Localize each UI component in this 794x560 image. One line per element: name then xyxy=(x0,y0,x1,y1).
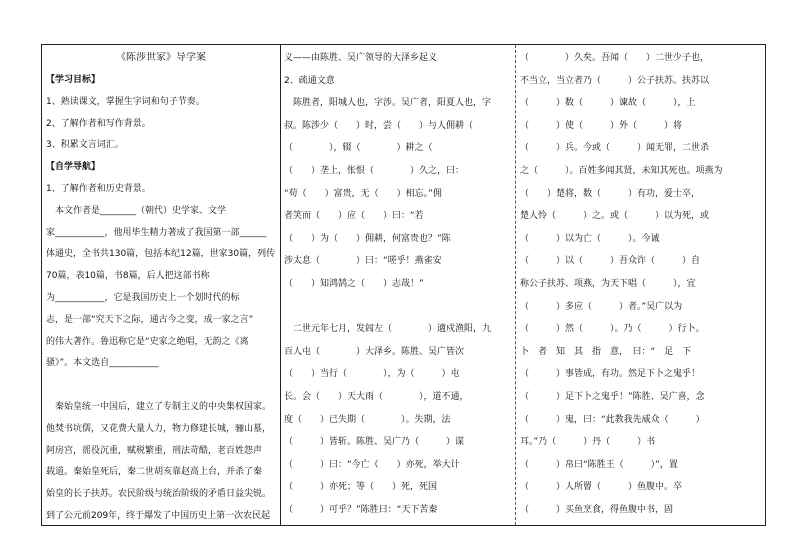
page-title: 《陈涉世家》导学案 xyxy=(116,52,206,63)
col2-text-line: 长。会（ ）天大雨（ ），道不通， xyxy=(284,392,469,402)
col3-text-line: （ ）足下卜之鬼乎！”陈胜、吴广喜，念 xyxy=(520,392,705,402)
col2-text-line: （ ）为（ ）佣耕，何富贵也？”陈 xyxy=(284,233,451,244)
worksheet-page xyxy=(41,44,766,526)
col3-text-line: （ ）数（ ）谏故（ ），上 xyxy=(520,98,696,109)
col3-text-line: （ ）兵。今或（ ）闻无罪，二世杀 xyxy=(520,143,710,154)
col2-text-line: 涉太息（ ）曰：“嗟乎！燕雀安 xyxy=(284,256,442,267)
col3-text-line: （ ）以（ ）吾众诈（ ）自 xyxy=(520,256,701,267)
column-right xyxy=(516,45,765,525)
column-middle xyxy=(280,45,516,525)
col3-text-line: （ ）人所罾（ ）鱼腹中。卒 xyxy=(520,482,683,493)
col1-text-line: 3、积累文言词汇。 xyxy=(46,140,124,151)
col3-text-line: 之（ ）。百姓多闻其贤，未知其死也。项燕为 xyxy=(520,166,723,176)
col3-text-line: 不当立，当立者乃（ ）公子扶苏。扶苏以 xyxy=(520,75,710,86)
col1-text-line: 1、熟读课文，掌握生字词和句子节奏。 xyxy=(46,96,205,107)
col3-text-line: （ ）久矣。吾闻（ ）二世少子也， xyxy=(520,53,710,63)
col1-text-line: 骚》”。本文选自___________ xyxy=(46,358,159,369)
col1-text-line: 1、了解作者和历史背景。 xyxy=(46,184,151,194)
col3-text-line: （ ）买鱼烹食，得鱼腹中书，固 xyxy=(520,505,674,515)
col2-text-line: 义——由陈胜、吴广领导的大泽乡起义 xyxy=(284,53,438,63)
col3-text-line: （ ）以为亡（ ）。今诚 xyxy=(520,233,660,244)
col3-text-line: （ ）楚将，数（ ）有功，爱士卒， xyxy=(520,188,701,199)
col2-text-line: （ ）亦死；等（ ）死，死国 xyxy=(284,482,438,493)
col2-text-line: （ ）垄上，怅恨（ ）久之，曰： xyxy=(284,166,465,176)
col2-text-line: （ ）当行（ ），为（ ）屯 xyxy=(284,369,460,380)
col2-text-line: “苟（ ）富贵，无（ ）相忘。”佣 xyxy=(284,188,442,199)
col1-text-line: 载道。秦始皇死后，秦二世胡亥靠赵高上台，并杀了秦 xyxy=(46,467,263,478)
col2-text-line: 者笑而（ ）应（ ）曰：“若 xyxy=(284,211,424,222)
col2-text-line: （ ）可乎？”陈胜曰：“天下苦秦 xyxy=(284,505,438,515)
col1-text-line: 阿房宫，徭役沉重，赋税繁重，刑法苛酷，老百姓怨声 xyxy=(46,445,263,456)
col2-text-line: 百人屯（ ）大泽乡。陈胜、吴广皆次 xyxy=(284,346,465,357)
col2-text-line xyxy=(284,301,511,313)
col1-text-line: 志，是一部“究天下之际，通古今之变，成一家之言” xyxy=(46,314,254,325)
col2-text-line: 2、疏通文意 xyxy=(284,75,335,86)
col1-text-line: 【学习目标】 xyxy=(46,75,101,85)
col1-text-line: 本文作者是________（朝代）史学家、文学 xyxy=(46,205,227,216)
col2-text-line: （ ），辍（ ）耕之（ xyxy=(284,143,433,154)
col3-text-line: （ ）帛曰“陈胜王（ ）”，置 xyxy=(520,459,678,470)
column-left xyxy=(42,45,281,525)
col1-text-line: 体通史，全书共130篇，包括本纪12篇，世家30篇，列传 xyxy=(46,249,276,260)
col2-text-line: 叔。陈涉少（ ）时，尝（ ）与人佣耕（ xyxy=(284,120,474,131)
col1-text-line: 始皇的长子扶苏。农民阶级与统治阶级的矛盾日益尖锐。 xyxy=(46,489,272,500)
col3-text-line: 楚人怜（ ）之。或（ ）以为死，或 xyxy=(520,211,710,222)
col2-text-line: （ ）皆斩。陈胜、吴广乃（ ）谋 xyxy=(284,437,465,448)
col1-text-line: 的伟大著作。鲁迅称它是“史家之绝唱，无韵之《离 xyxy=(46,336,249,347)
col2-text-line: （ ）知鸿鹄之（ ）志哉！” xyxy=(284,279,424,289)
col1-text-line xyxy=(46,379,276,391)
col3-text-line: （ ）鬼，曰：“此教我先威众（ ） xyxy=(520,414,705,425)
col3-text-line: （ ）事皆成，有功。然足下卜之鬼乎！ xyxy=(520,369,701,380)
col1-text-line: 2、了解作者和写作背景。 xyxy=(46,118,151,129)
col3-text-line: 称公子扶苏、项燕，为天下唱（ ），宜 xyxy=(520,279,696,289)
col3-text-line: （ ）使（ ）外（ ）将 xyxy=(520,120,683,131)
col1-text-line: 到了公元前209年，终于爆发了中国历史上第一次农民起 xyxy=(46,511,271,521)
col3-text-line: 耳。”乃（ ）丹（ ）书 xyxy=(520,437,656,448)
col1-text-line: 70篇，表10篇，书8篇，后人把这部书称 xyxy=(46,271,210,282)
col1-text-line: 为___________，它是我国历史上一个划时代的标 xyxy=(46,293,240,303)
col2-text-line: （ ）曰：“今亡（ ）亦死，举大计 xyxy=(284,459,460,470)
col1-text-line: 他焚书坑儒，又花费大量人力，物力修建长城，骊山墓， xyxy=(46,423,272,434)
col2-text-line: 陈胜者，阳城人也，字涉。吴广者，阳夏人也，字 xyxy=(284,98,492,109)
col3-text-line: （ ）多应（ ）者。”吴广以为 xyxy=(520,301,683,312)
col3-text-line: 卜 者 知 其 指 意， 曰：“ 足 下 xyxy=(520,346,692,357)
col1-text-line: 家___________，他用毕生精力著成了我国第一部______ xyxy=(46,227,267,238)
col2-text-line: 二世元年七月，发闾左（ ）適戍渔阳，九 xyxy=(284,324,492,335)
col1-text-line: 秦始皇统一中国后，建立了专制主义的中央集权国家。 xyxy=(46,402,272,412)
col3-text-line: （ ）然（ ）。乃（ ）行卜。 xyxy=(520,324,705,335)
col1-text-line: 【自学导航】 xyxy=(46,162,101,173)
col2-text-line: 度（ ）已失期（ ）。失期，法 xyxy=(284,414,451,425)
